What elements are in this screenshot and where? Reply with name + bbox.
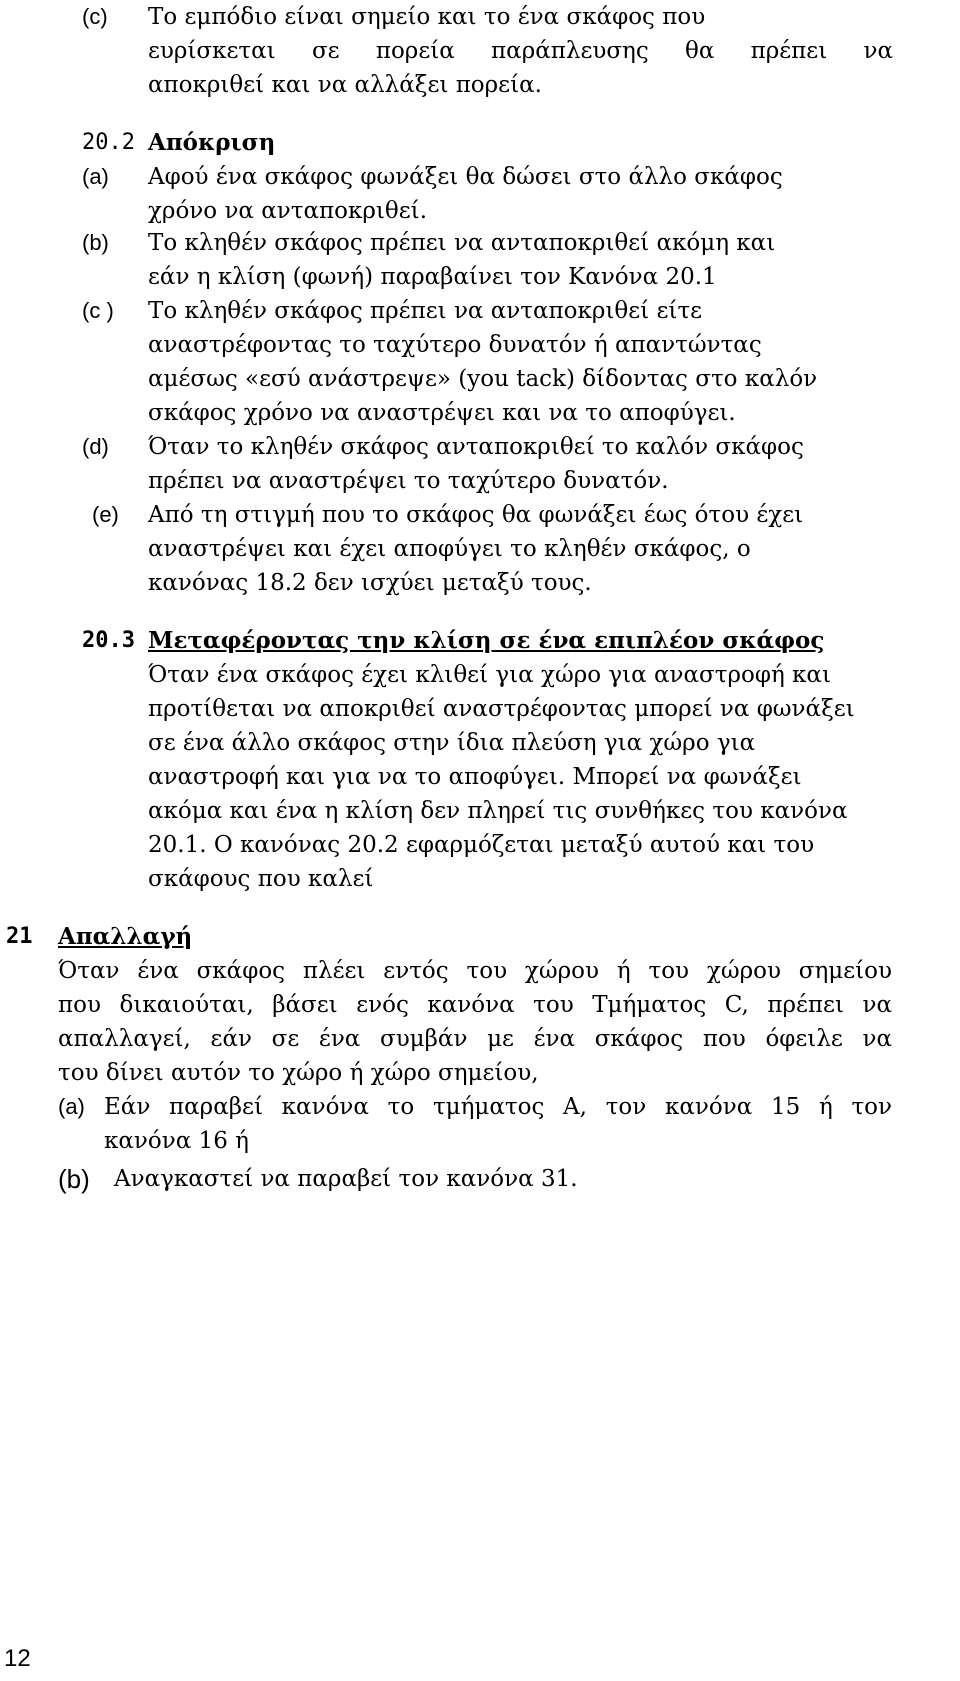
paragraph-line: εάν η κλίση (φωνή) παραβαίνει τον Κανόνα 20.1 xyxy=(148,264,717,290)
section-number: 20.2 xyxy=(82,130,135,155)
paragraph-line: κανόνα 16 ή xyxy=(104,1128,249,1154)
paragraph-line: αναστρέφοντας το ταχύτερο δυνατόν ή απαντώντας xyxy=(148,332,762,358)
paragraph-line: σε ένα άλλο σκάφος στην ίδια πλεύση για χώρο για xyxy=(148,730,756,756)
paragraph-line: Αφού ένα σκάφος φωνάξει θα δώσει στο άλλο σκάφος xyxy=(148,164,783,190)
paragraph-line: προτίθεται να αποκριθεί αναστρέφοντας μπορεί να φωνάξει xyxy=(148,696,855,722)
paragraph-line: απαλλαγεί, εάν σε ένα συμβάν με ένα σκάφος που όφειλε να xyxy=(58,1026,892,1052)
paragraph-line: κανόνας 18.2 δεν ισχύει μεταξύ τους. xyxy=(148,570,592,596)
paragraph-line: αμέσως «εσύ ανάστρεψε» (you tack) δίδοντας στο καλόν xyxy=(148,366,818,392)
paragraph-line: Το εμπόδιο είναι σημείο και το ένα σκάφος που xyxy=(148,4,706,30)
item-label: (b) xyxy=(82,230,109,255)
page-number: 12 xyxy=(4,1645,31,1672)
paragraph-line: αναστροφή και για να το αποφύγει. Μπορεί να φωνάξει xyxy=(148,764,802,790)
item-label: (c ) xyxy=(82,298,114,323)
item-label: (a) xyxy=(82,164,109,189)
paragraph-line: του δίνει αυτόν το χώρο ή χώρο σημείου, xyxy=(58,1060,539,1086)
paragraph-line: αποκριθεί και να αλλάξει πορεία. xyxy=(148,72,542,98)
paragraph-line: Το κληθέν σκάφος πρέπει να ανταποκριθεί είτε xyxy=(148,298,703,324)
item-label-20-1c: (c) xyxy=(82,4,108,29)
paragraph-line: Εάν παραβεί κανόνα το τμήματος A, τον κανόνα 15 ή τον xyxy=(104,1094,892,1120)
section-title: Μεταφέροντας την κλίση σε ένα επιπλέον σκάφος xyxy=(148,627,825,654)
item-label: (a) xyxy=(58,1094,85,1119)
paragraph-line: Αναγκαστεί να παραβεί τον κανόνα 31. xyxy=(114,1166,578,1192)
paragraph-line: ακόμα και ένα η κλίση δεν πληρεί τις συνθήκες του κανόνα xyxy=(148,798,848,824)
paragraph-line: αναστρέψει και έχει αποφύγει το κληθέν σκάφος, ο xyxy=(148,536,751,562)
paragraph-line: Όταν το κληθέν σκάφος ανταποκριθεί το καλόν σκάφος xyxy=(148,434,804,460)
paragraph-line: που δικαιούται, βάσει ενός κανόνα του Τμήματος C, πρέπει να xyxy=(58,992,892,1018)
paragraph-line: Από τη στιγμή που το σκάφος θα φωνάξει έως ότου έχει xyxy=(148,502,804,528)
section-title: Απαλλαγή xyxy=(58,923,193,950)
paragraph-line: χρόνο να ανταποκριθεί. xyxy=(148,198,428,224)
paragraph-line: Όταν ένα σκάφος πλέει εντός του χώρου ή του χώρου σημείου xyxy=(58,958,892,984)
section-title: Απόκριση xyxy=(148,129,276,156)
paragraph-line: σκάφους που καλεί xyxy=(148,866,374,892)
item-label: (e) xyxy=(92,502,119,527)
item-label: (b) xyxy=(58,1164,90,1194)
item-label: (d) xyxy=(82,434,109,459)
paragraph-line: ευρίσκεται σε πορεία παράπλευσης θα πρέπει να xyxy=(148,38,893,64)
paragraph-line: Το κληθέν σκάφος πρέπει να ανταποκριθεί ακόμη και xyxy=(148,230,776,256)
section-number: 21 xyxy=(6,924,33,949)
section-number: 20.3 xyxy=(82,628,135,653)
paragraph-line: Όταν ένα σκάφος έχει κλιθεί για χώρο για αναστροφή και xyxy=(148,662,831,688)
paragraph-line: πρέπει να αναστρέψει το ταχύτερο δυνατόν. xyxy=(148,468,669,494)
paragraph-line: 20.1. Ο κανόνας 20.2 εφαρμόζεται μεταξύ αυτού και του xyxy=(148,832,815,858)
paragraph-line: σκάφος χρόνο να αναστρέψει και να το αποφύγει. xyxy=(148,400,736,426)
